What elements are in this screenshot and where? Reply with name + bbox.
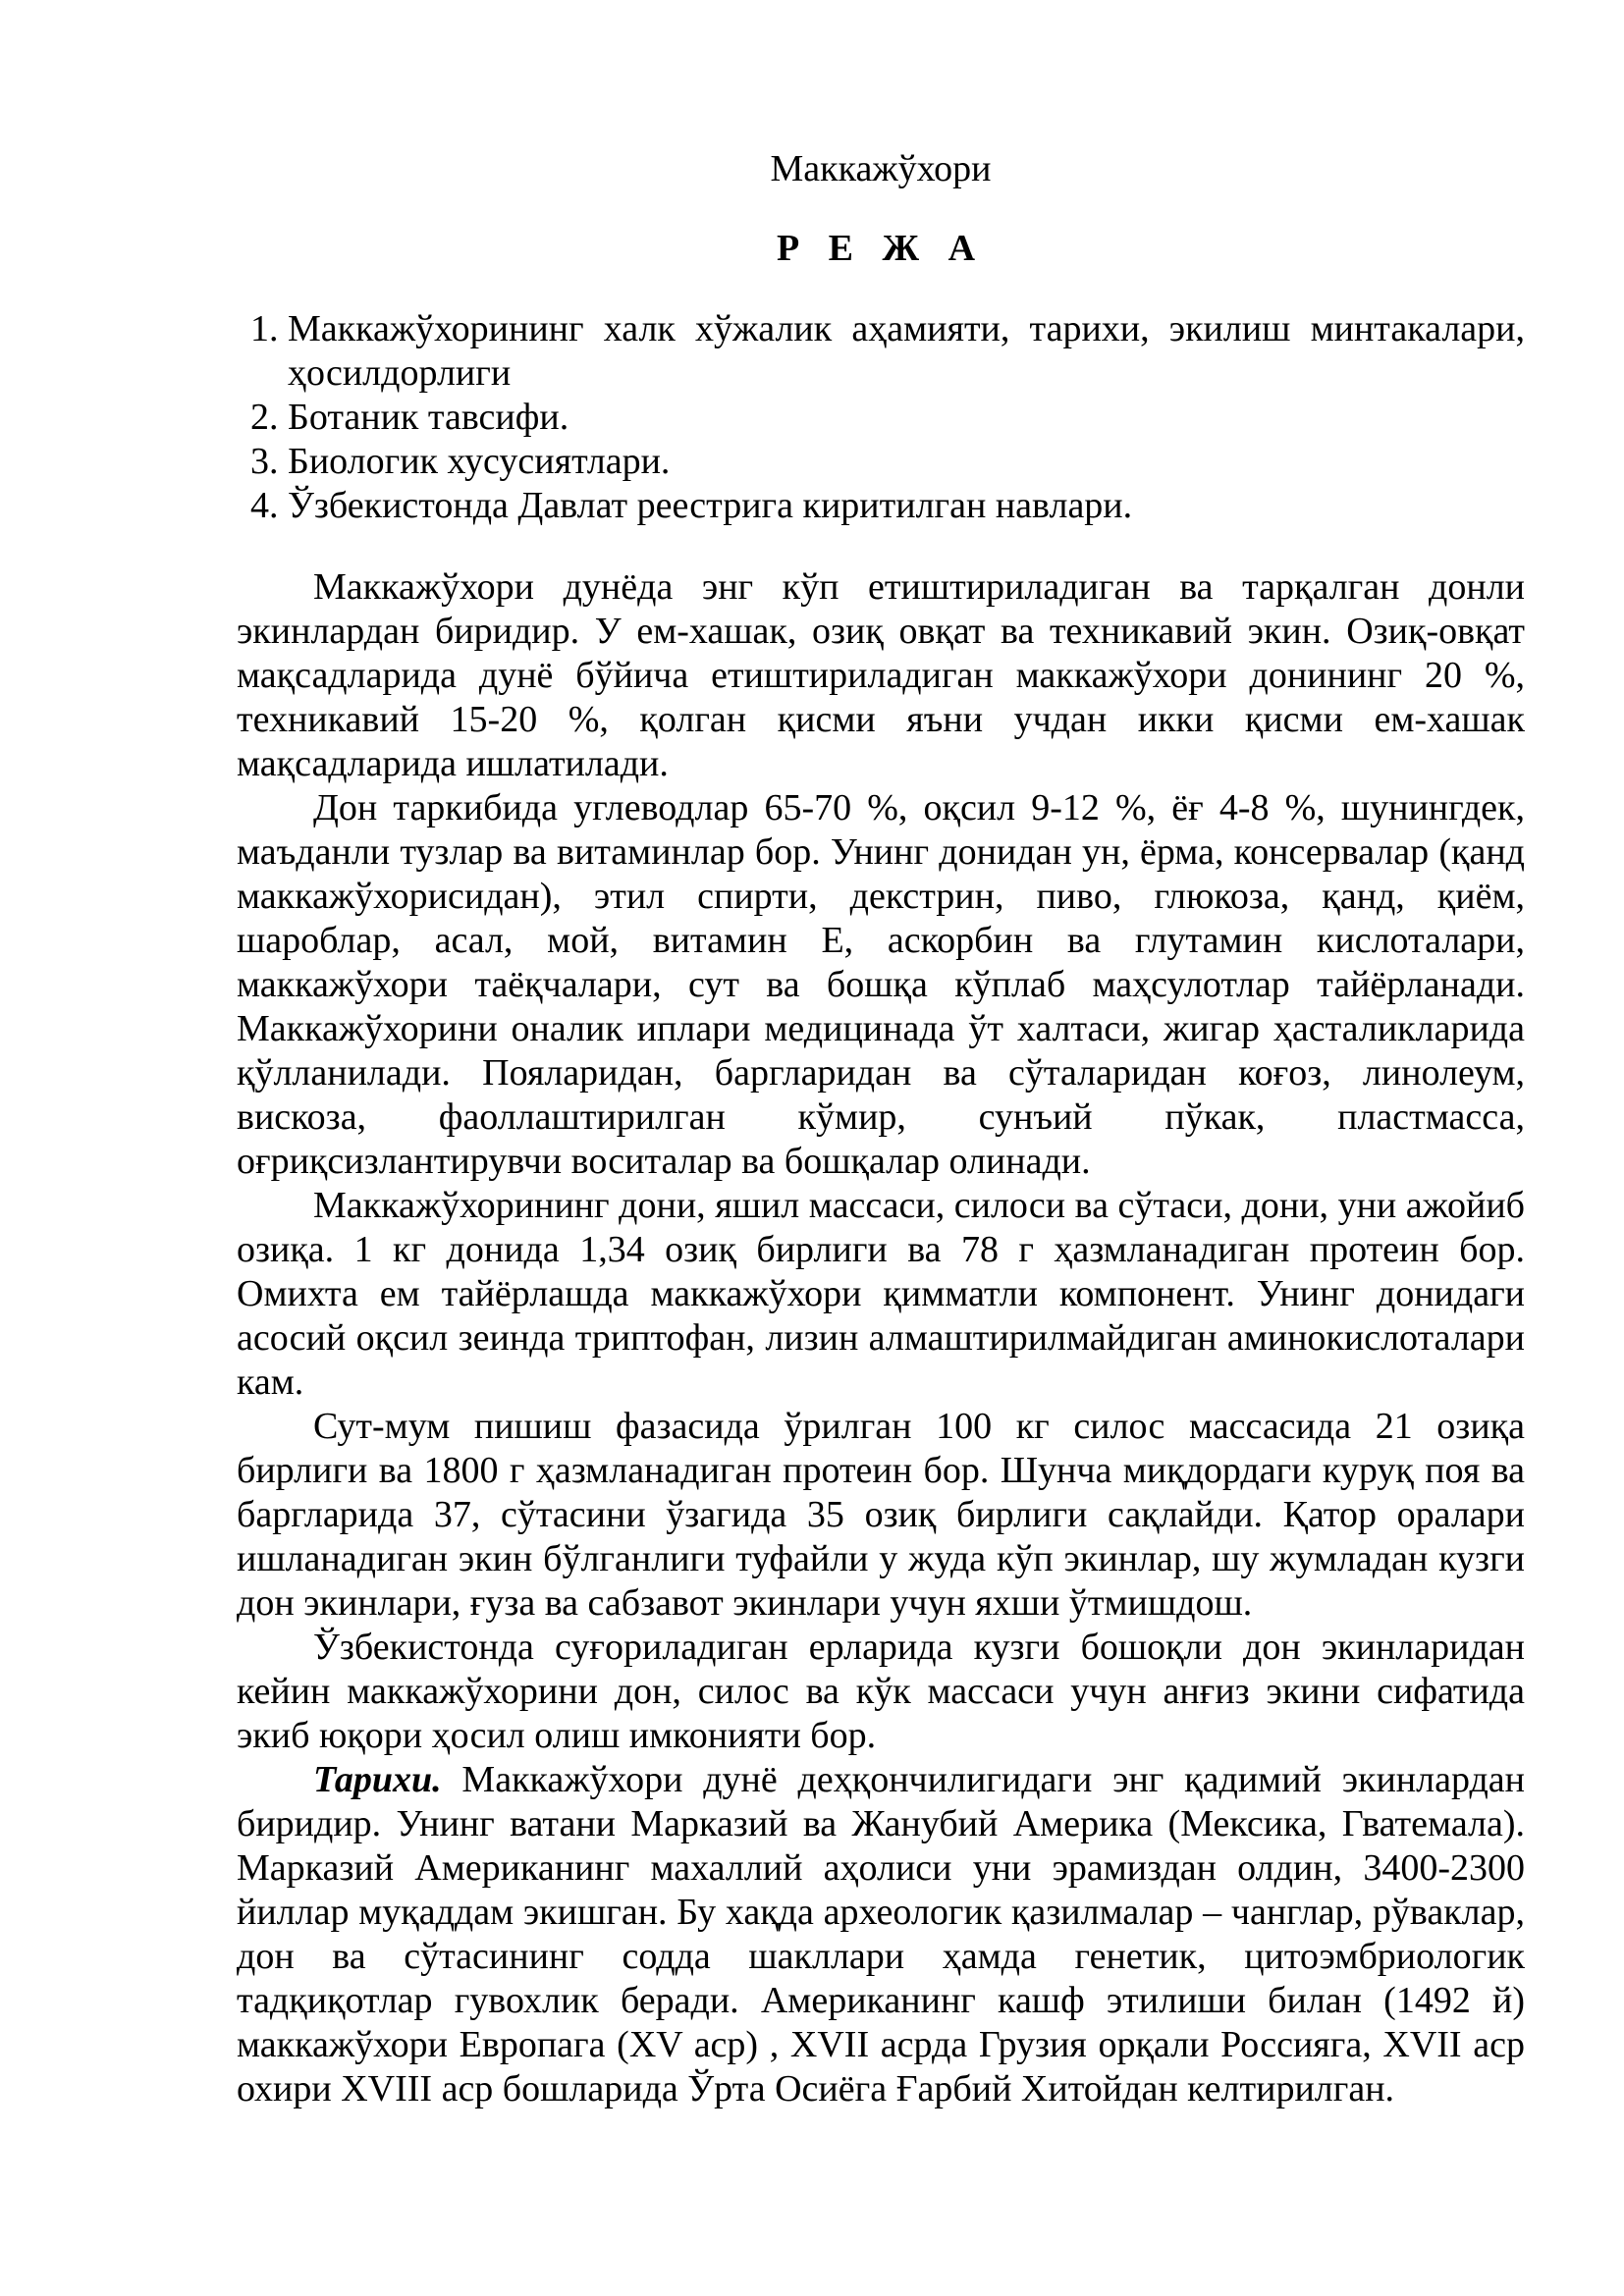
plan-heading: Р Е Ж А	[776, 228, 986, 269]
document-title: Маккажўхори	[770, 148, 992, 189]
body-paragraph: Сут-мум пишиш фазасида ўрилган 100 кг силос массасида 21 озиқа бирлиги ва 1800 г ҳазмланадиган протеин бор. Шунча миқдордаги куруқ поя ва баргларида 37, сўтасини ўзагида 35 озиқ бирлиги сақлайди. Қатор оралари ишланадиган экин бўлганлиги туфайли у жуда кўп экинлар, шу жумладан кузги дон экинлари, ғуза ва сабзавот экинлари учун яхши ўтмишдош.	[237, 1406, 1525, 1624]
history-lead: Тарихи.	[313, 1759, 442, 1800]
plan-list	[237, 307, 1525, 528]
plan-item: 3. Биологик хусусиятлари.	[288, 440, 1525, 484]
body-paragraph: Маккажўхорининг дони, яшил массаси, силоси ва сўтаси, дони, уни ажойиб озиқа. 1 кг донида 1,34 озиқ бирлиги ва 78 г ҳазмланадиган протеин бор. Омихта ем тайёрлашда маккажўхори қимматли компонент. Унинг донидаги асосий оқсил зеинда триптофан, лизин алмаштирилмайдиган аминокислоталари кам.	[237, 1185, 1525, 1403]
plan-item: 1. Маккажўхорининг халк хўжалик аҳамияти, тарихи, экилиш минтакалари, ҳосилдорлиги	[288, 307, 1525, 396]
body-paragraph: Дон таркибида углеводлар 65-70 %, оқсил 9-12 %, ёғ 4-8 %, шунингдек, маъданли тузлар ва витаминлар бор. Унинг донидан ун, ёрма, консервалар (қанд маккажўхорисидан), этил спирти, декстрин, пиво, глюкоза, қанд, қиём, шароблар, асал, мой, витамин Е, аскорбин ва глутамин кислоталари, маккажўхори таёқчалари, сут ва бошқа кўплаб маҳсулотлар тайёрланади. Маккажўхорини оналик иплари медицинада ўт халтаси, жигар ҳасталикларида қўлланилади. Пояларидан, баргларидан ва сўталаридан коғоз, линолеум, вискоза, фаоллаштирилган кўмир, сунъий пўкак, пластмасса, оғриқсизлантирувчи воситалар ва бошқалар олинади.	[237, 787, 1525, 1182]
plan-item: 4. Ўзбекистонда Давлат реестрига киритилган навлари.	[288, 484, 1525, 528]
plan-item: 2. Ботаник тавсифи.	[288, 396, 1525, 440]
body-paragraph: Маккажўхори дунёда энг кўп етиштириладиган ва тарқалган донли экинлардан биридир. У ем-хашак, озиқ овқат ва техникавий экин. Озиқ-овқат мақсадларида дунё бўйича етиштириладиган маккажўхори донининг 20 %, техникавий 15-20 %, қолган қисми яъни учдан икки қисми ем-хашак мақсадларида ишлатилади.	[237, 566, 1525, 784]
history-text: Маккажўхори дунё деҳқончилигидаги энг қадимий экинлардан биридир. Унинг ватани Марказий ва Жанубий Америка (Мексика, Гватемала). Марказий Американинг махаллий аҳолиси уни эрамиздан олдин, 3400-2300 йиллар муқаддам экишган. Бу хақда археологик қазилмалар – чанглар, рўваклар, дон ва сўтасининг содда шакллари ҳамда генетик, цитоэмбриологик тадқиқотлар гувохлик беради. Американинг кашф этилиши билан (1492 й) маккажўхори Европага (XV аср) , XVII асрда Грузия орқали Россияга, XVII аср охири XVIII аср бошларида Ўрта Осиёга Ғарбий Хитойдан келтирилган.	[237, 1759, 1525, 2109]
history-paragraph	[237, 1758, 1525, 2111]
document-page	[237, 147, 1525, 2111]
body-paragraph: Ўзбекистонда суғориладиган ерларида кузги бошоқли дон экинларидан кейин маккажўхорини дон, силос ва кўк массаси учун анғиз экини сифатида экиб юқори ҳосил олиш имконияти бор.	[237, 1627, 1525, 1756]
